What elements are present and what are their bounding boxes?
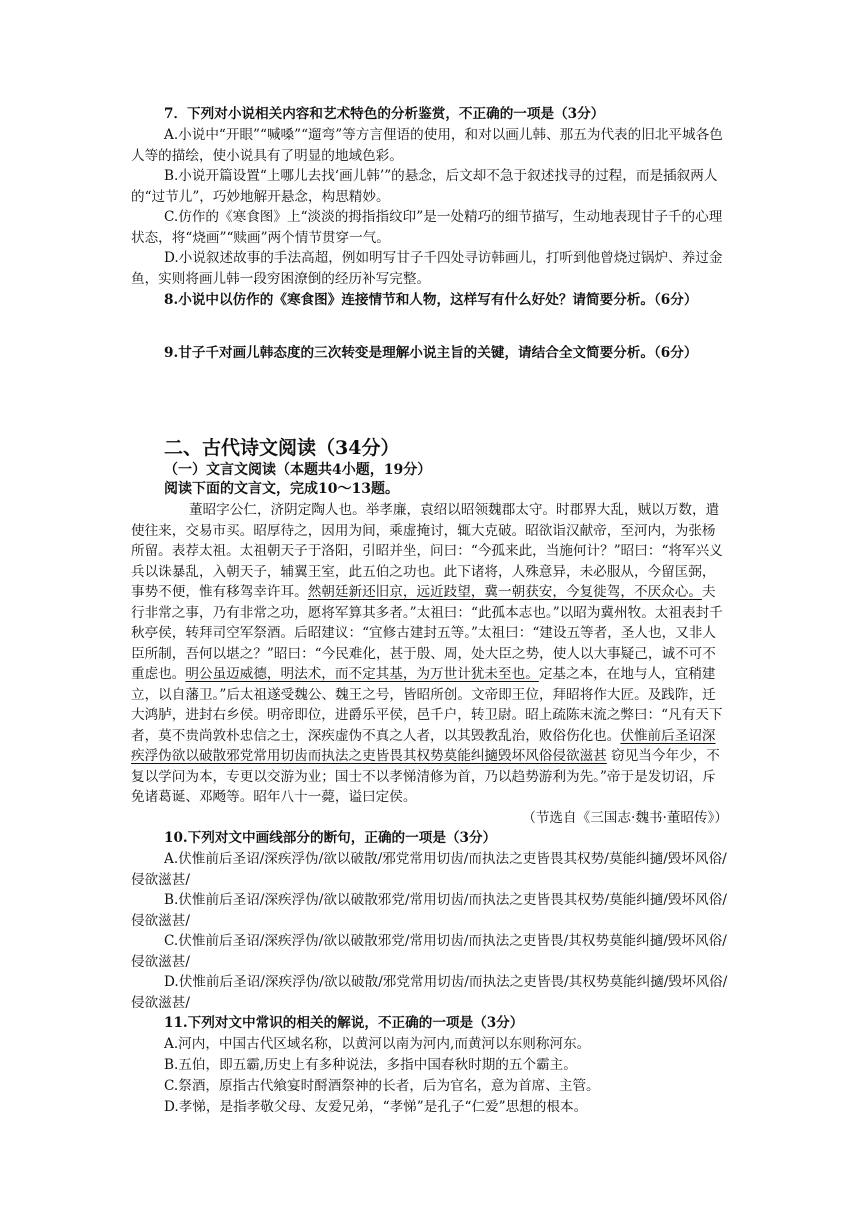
question-7-option-c: C.仿作的《寒食图》上“淡淡的拇指指纹印”是一处精巧的细节描写，生动地表现甘子千的心理状态，将“烧画”“赎画”两个情节贯穿一气。 xyxy=(131,209,723,246)
question-11-option-a: A.河内，中国古代区域名称，以黄河以南为河内,而黄河以东则称河东。 xyxy=(164,1036,591,1052)
question-10-option-a: A.伏惟前后圣诏/深疾浮伪/欲以破散/邪党常用切齿/而执法之吏皆畏其权势/莫能纠擿/毁坏风俗/侵欲滋甚/ xyxy=(131,851,727,888)
passage-text-1: 董昭字公仁，济阴定陶人也。举孝廉，袁绍以昭领魏郡太守。时郡界大乱，贼以万数，遣使往来，交易市买。昭厚待之，因用为间，乘虚掩讨，辄大克破。昭欲诣汉献帝，至河内，为张杨所留。表荐太祖。太祖朝天子于洛阳，引昭并坐，问曰：“今孤来此，当施何计？”昭曰：“将军兴义兵以诛暴乱，入朝天子，辅翼王室，此五伯之功也。此下诸将，人殊意异，未必服从，今留匡弼，事势不便，惟有移驾幸许耳。 xyxy=(131,502,723,600)
passage-source: （节选自《三国志·魏书·董昭传》） xyxy=(522,810,728,826)
passage-underlined-3: 伏惟前后圣诏深疾浮伪欲以破散邪党常用切齿而执法之吏皆畏其权势莫能纠擿毁坏风俗侵欲滋甚 xyxy=(131,727,716,764)
question-11-option-b: B.五伯，即五霸,历史上有多种说法，多指中国春秋时期的五个霸主。 xyxy=(164,1057,577,1073)
question-11-option-d: D.孝悌，是指孝敬父母、友爱兄弟，“孝悌”是孔子“仁爱”思想的根本。 xyxy=(164,1099,588,1115)
question-10-option-d: D.伏惟前后圣诏/深疾浮伪/欲以破散/邪党常用切齿/而执法之吏皆畏/其权势莫能纠擿/毁坏风俗/侵欲滋甚/ xyxy=(131,974,728,1011)
passage-underlined-2: 明公虽迈威德，明法术，而不定其基，为万世计犹未至也。 xyxy=(185,666,539,682)
question-10-option-c: C.伏惟前后圣诏/深疾浮伪/欲以破散邪党/常用切齿/而执法之吏皆畏/其权势莫能纠擿/毁坏风俗/侵欲滋甚/ xyxy=(131,933,727,970)
question-7-stem: 7．下列对小说相关内容和艺术特色的分析鉴赏，不正确的一项是（3分） xyxy=(164,106,605,122)
question-9-stem: 9.甘子千对画儿韩态度的三次转变是理解小说主旨的关键，请结合全文简要分析。（6分） xyxy=(164,345,698,361)
classical-passage xyxy=(131,500,728,808)
section-title: 二、古代诗文阅读（34分） xyxy=(164,437,400,459)
question-11-option-c: C.祭酒，原指古代飨宴时酹酒祭神的长者，后为官名，意为首席、主管。 xyxy=(164,1078,600,1094)
question-7-option-b: B.小说开篇设置“上哪儿去找‘画儿韩’”的悬念，后文却不急于叙述找寻的过程，而是插叙两人的“过节儿”，巧妙地解开悬念，构思精妙。 xyxy=(131,168,718,205)
passage-text-4: 窃见当今年少，不复以学问为本，专更以交游为业；国士不以孝悌清修为首，乃以趋势游利为先。”帝于是发切诏，斥免诸葛诞、邓飏等。昭年八十一薨，谥曰定侯。 xyxy=(131,748,720,805)
question-7-option-d: D.小说叙述故事的手法高超，例如明写甘子千四处寻访韩画儿，打听到他曾烧过锅炉、养过金鱼，实则将画儿韩一段穷困潦倒的经历补写完整。 xyxy=(131,250,723,287)
question-10-option-b: B.伏惟前后圣诏/深疾浮伪/欲以破散邪党/常用切齿/而执法之吏皆畏其权势/莫能纠擿/毁坏风俗/侵欲滋甚/ xyxy=(131,892,727,929)
passage-text-3: 定基之本，在地与人，宜稍建立，以自藩卫。”后太祖遂受魏公、魏王之号，皆昭所创。文帝即王位，拜昭将作大匠。及践阼，迁大鸿胪，进封右乡侯。明帝即位，进爵乐平侯，邑千户，转卫尉。昭上疏陈末流之弊曰：“凡有天下者，莫不贵尚敦朴忠信之士，深疾虚伪不真之人者，以其毁教乱治，败俗伤化也。 xyxy=(131,666,723,744)
question-11-stem: 11.下列对文中常识的相关的解说，不正确的一项是（3分） xyxy=(164,1015,524,1031)
question-8-stem: 8.小说中以仿作的《寒食图》连接情节和人物，这样写有什么好处？请简要分析。（6分） xyxy=(164,292,698,308)
passage-underlined-1: 然朝廷新还旧京，远近跂望，冀一朝获安，今复徙驾，不厌众心。 xyxy=(307,584,702,600)
passage-text-2: 夫行非常之事，乃有非常之功，愿将军算其多者。”太祖曰：“此孤本志也。”以昭为冀州牧。太祖表封千秋亭侯，转拜司空军祭酒。后昭建议：“宜修古建封五等。”太祖曰：“建设五等者，圣人也，又非人臣所制，吾何以堪之？”昭曰：“今民难化，甚于殷、周，处大臣之势，使人以大事疑己，诚不可不重虑也。 xyxy=(131,584,723,682)
question-7-option-a: A.小说中“开眼”“喊嗓”“遛弯”等方言俚语的使用，和对以画儿韩、那五为代表的旧北平城各色人等的描绘，使小说具有了明显的地域色彩。 xyxy=(131,127,723,164)
reading-instruction: 阅读下面的文言文，完成10～13题。 xyxy=(164,481,399,497)
section-subtitle: （一）文言文阅读（本题共4小题，19分） xyxy=(164,462,432,478)
question-10-stem: 10.下列对文中画线部分的断句，正确的一项是（3分） xyxy=(164,830,497,846)
